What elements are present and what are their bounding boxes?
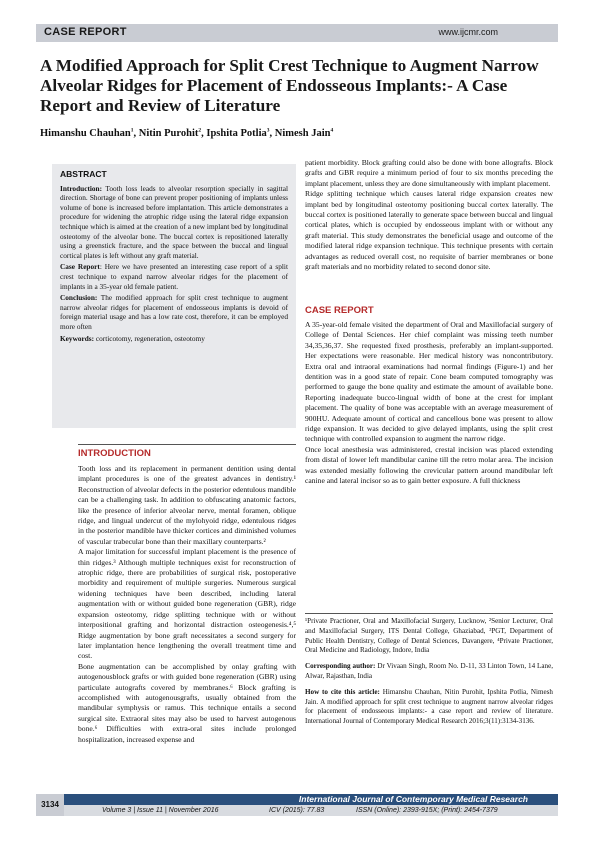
right-column-top bbox=[305, 158, 553, 272]
author-list: Himanshu Chauhan$^1$, Nitin Purohit$^2$, Ipshita Potlia$^3$, Nimesh Jain$^4$ bbox=[40, 127, 334, 139]
journal-url[interactable]: www.ijcmr.com bbox=[438, 27, 498, 37]
corresponding-author: Corresponding author: Dr Vivaan Singh, Room No. D-11, 33 Linton Town, 14 Lane, Alwar, Rajasthan, India bbox=[305, 662, 553, 680]
header-bar bbox=[36, 24, 558, 42]
journal-name: International Journal of Contemporary Medical Research bbox=[64, 794, 558, 805]
section-divider bbox=[78, 444, 296, 445]
paragraph: Tooth loss and its replacement in permanent dentition using dental implant procedures is one of the greatest advances in dentistry.¹ Reconstruction of alveolar defects in the posterior edentulous mandible can be a challenging task. In addition to obfuscating anatomic factors, like the presence of inferior alveolar nerve, mental foramen, oblique ridge, and lingual undercut of the mylohyoid ridge, edentulous ridges in the posterior mandible have thicker cortices and diminished volumes of vascular trabecular bone than their maxillary counterparts.² bbox=[78, 464, 296, 546]
abstract-introduction: Introduction: Tooth loss leads to alveolar resorption specially in sagittal direction. Shortage of bone can prevent proper positioning of implants unless volume of bone is increased before implantation. This article demonstrates a procedure for widening the atrophic ridge using the lateral ridge expansion technique which is aimed at the creation of a new implant bed by longitudinal osteotomy of the alveolar bone. The buccal cortex is repositioned laterally using a greenstick fracture, and the space between the buccal and lingual cortical plates is left without any graft material. bbox=[60, 183, 288, 260]
citation: How to cite this article: Himanshu Chauhan, Nitin Purohit, Ipshita Potlia, Nimesh Jain. A modified approach for split crest technique to augment narrow alveolar ridges for placement of endosseous implants:- a case report and review of literature. International Journal of Contemporary Medical Research 2016;3(11):3134-3136. bbox=[305, 687, 553, 726]
page-footer bbox=[36, 794, 558, 816]
abstract-keywords: Keywords: corticotomy, regeneration, osteotomy bbox=[60, 333, 205, 343]
page-number: 3134 bbox=[36, 794, 64, 816]
abstract-heading: ABSTRACT bbox=[60, 169, 107, 179]
author-name: Nitin Purohit bbox=[138, 128, 199, 139]
author-name: Ipshita Potlia bbox=[206, 128, 267, 139]
author-name: Himanshu Chauhan bbox=[40, 128, 131, 139]
paragraph: Once local anesthesia was administered, crestal incision was placed extending from distal of lower left mandibular canine till the retro molar area. The incision was extended mesially following the crevicular pattern around mandibular left canine and lateral incisor so as to gain better exposure. A full thickness bbox=[305, 444, 553, 486]
introduction-heading: INTRODUCTION bbox=[78, 448, 151, 459]
right-column-case bbox=[305, 320, 553, 487]
author-name: Nimesh Jain bbox=[274, 128, 331, 139]
case-report-heading: CASE REPORT bbox=[305, 305, 374, 316]
paragraph: A 35-year-old female visited the department of Oral and Maxillofacial surgery of College of Dental Sciences. Her chief complaint was missing teeth number 34,35,36,37. She requested fixed prosthesis, preferably an implant-supported. Her expectations were reasonable. Her medical history was noncontributory. Extra oral and intraoral examinations had normal findings (Figure-1) and her dentition was in a good state of repair. Cone beam computed tomography was performed to gauge the bone quality and estimate the amount of available bone. Reporting inadequate bucco-lingual width of bone at the crest for implant placement. The quality of bone was acceptable with an average measurement of 900HU. Adequate amount of cortical and cancellous bone was present to allow ridge expansion. It was decided to give delayed implants, using the split crest technique with controlled expansion to augment the narrow ridge. bbox=[305, 320, 553, 444]
footnote-divider bbox=[305, 613, 553, 614]
paragraph: Ridge splitting technique which causes lateral ridge expansion creates new implant bed by longitudinal osteotomy positioning buccal cortex laterally. The buccal cortex is positioned laterally to generate space between buccal and lingual cortical plates, which is occupied by endosseous implant with or without any graft material. This study demonstrates the beneficial usage and outcome of the modified lateral ridge expansion technique. This technique presents with certain advantages as reduced overall cost, no requisite of barrier membranes or bone graft materials and no morbidity related to second donor site. bbox=[305, 189, 553, 272]
volume-info: Volume 3 | Issue 11 | November 2016 bbox=[102, 807, 219, 814]
icv-info: ICV (2015): 77.83 bbox=[269, 807, 325, 814]
abstract-case-report: Case Report: Here we have presented an interesting case report of a split crest technique to expand narrow alveolar ridges for the placement of implants in a 35-year old female patient. bbox=[60, 262, 288, 291]
footer-meta bbox=[64, 805, 558, 816]
paragraph: patient morbidity. Block grafting could also be done with bone allografts. Block grafts and GBR require a minimum period of four to six months preceding the implant placement, unless they are done simultaneously with implant placement. bbox=[305, 158, 553, 188]
paragraph: Bone augmentation can be accomplished by onlay grafting with autogenousblock grafts or with guided bone regeneration (GBR) using particulate autografts covered by membranes.⁶ Block grafting is accomplished with autogenousgrafts, usually obtained from the mandibular symphysis or ramus. This technique entails a second surgical site. Extraoral sites may also be used to harvest autogenous bone.⁶ Difficulties with extra-oral sites include prolonged hospitalization, increased expense and bbox=[78, 661, 296, 744]
article-title: A Modified Approach for Split Crest Technique to Augment Narrow Alveolar Ridges for Placement of Endosseous Implants:- A Case Report and Review of Literature bbox=[40, 56, 539, 115]
affiliations-block bbox=[305, 617, 553, 733]
affiliations: ¹Private Practioner, Oral and Maxillofacial Surgery, Lucknow, ²Senior Lecturer, Oral and Maxillofacial Surgery, ITS Dental College, Ghaziabad, ³PGT, Department of Public Health Dentistry, College of Dental Sciences, Davangere, ⁴Private Practioner, Oral Medicine and Radiology, Indore, India bbox=[305, 617, 553, 655]
paragraph: A major limitation for successful implant placement is the presence of thin ridges.³ Although multiple techniques exist for reconstruction of atrophic ridge, there are probabilities of surgical risk, postoperative morbidity and requirement of multiple surgeries. Numerous surgical widening techniques have been described, including lateral augmentation with or without guided bone regeneration (GBR), ridge expansion osteotomy, ridge splitting technique with or without interpositional grafting and horizontal distraction osteogenesis.⁴,⁵ Ridge augmentation by bone graft necessitates a second surgery for later implantation hence lengthening the overall treatment time and cost. bbox=[78, 547, 296, 661]
issn-info: ISSN (Online): 2393-915X; (Print): 2454-7379 bbox=[356, 807, 498, 814]
left-column bbox=[78, 464, 296, 745]
article-type-label: CASE REPORT bbox=[44, 26, 127, 38]
abstract-box bbox=[52, 164, 296, 428]
abstract-conclusion: Conclusion: The modified approach for split crest technique to augment narrow alveolar ridges for placement of endosseous implants is devoid of foreign material usage and has a low rate cost, therefore, it can be employed more often bbox=[60, 293, 288, 331]
